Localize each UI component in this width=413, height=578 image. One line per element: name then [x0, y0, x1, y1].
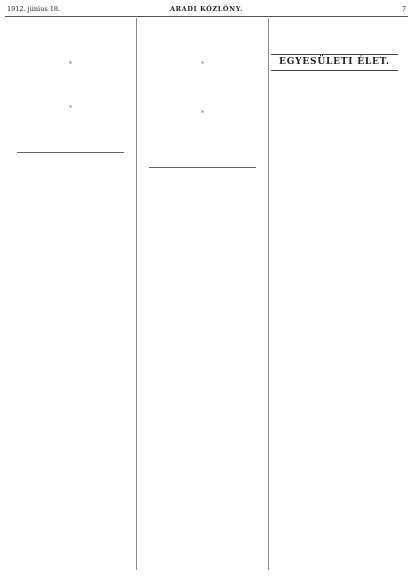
column-left [5, 18, 136, 570]
paragraph [7, 197, 134, 202]
newspaper-page [5, 4, 408, 570]
article-separator: * [201, 110, 204, 117]
paragraph [139, 207, 266, 212]
column-left-block-a [7, 20, 134, 60]
column-middle-block-d [139, 172, 266, 212]
issue-date: 1912. június 18. [7, 5, 61, 13]
column-left-block-b [7, 69, 134, 104]
paragraph [271, 134, 398, 139]
page-header [5, 4, 408, 17]
paragraph [139, 104, 266, 109]
article-separator: * [69, 61, 72, 68]
article-separator: * [201, 61, 204, 68]
paragraph [271, 45, 398, 50]
column-middle [137, 18, 268, 570]
article-separator: * [69, 105, 72, 112]
column-middle-block-c [139, 118, 266, 163]
column-left-block-c [7, 113, 134, 148]
column-left-block-d [7, 157, 134, 202]
text-columns [5, 18, 408, 570]
paragraph [7, 55, 134, 60]
paragraph [139, 158, 266, 163]
section-title: EGYESÜLETI ÉLET. [279, 57, 390, 67]
paragraph [7, 99, 134, 104]
paragraph [7, 143, 134, 148]
page-number: 7 [401, 5, 406, 13]
newspaper-title: ARADI KÖZLÖNY. [170, 5, 243, 13]
column-middle-block-a [139, 20, 266, 60]
column-right-block-a [271, 20, 398, 50]
section-rule [17, 152, 124, 153]
column-right [269, 18, 400, 570]
section-rule [149, 167, 256, 168]
column-right-block-b [271, 74, 398, 139]
section-heading-box [271, 54, 398, 71]
column-middle-block-b [139, 69, 266, 109]
paragraph [139, 55, 266, 60]
